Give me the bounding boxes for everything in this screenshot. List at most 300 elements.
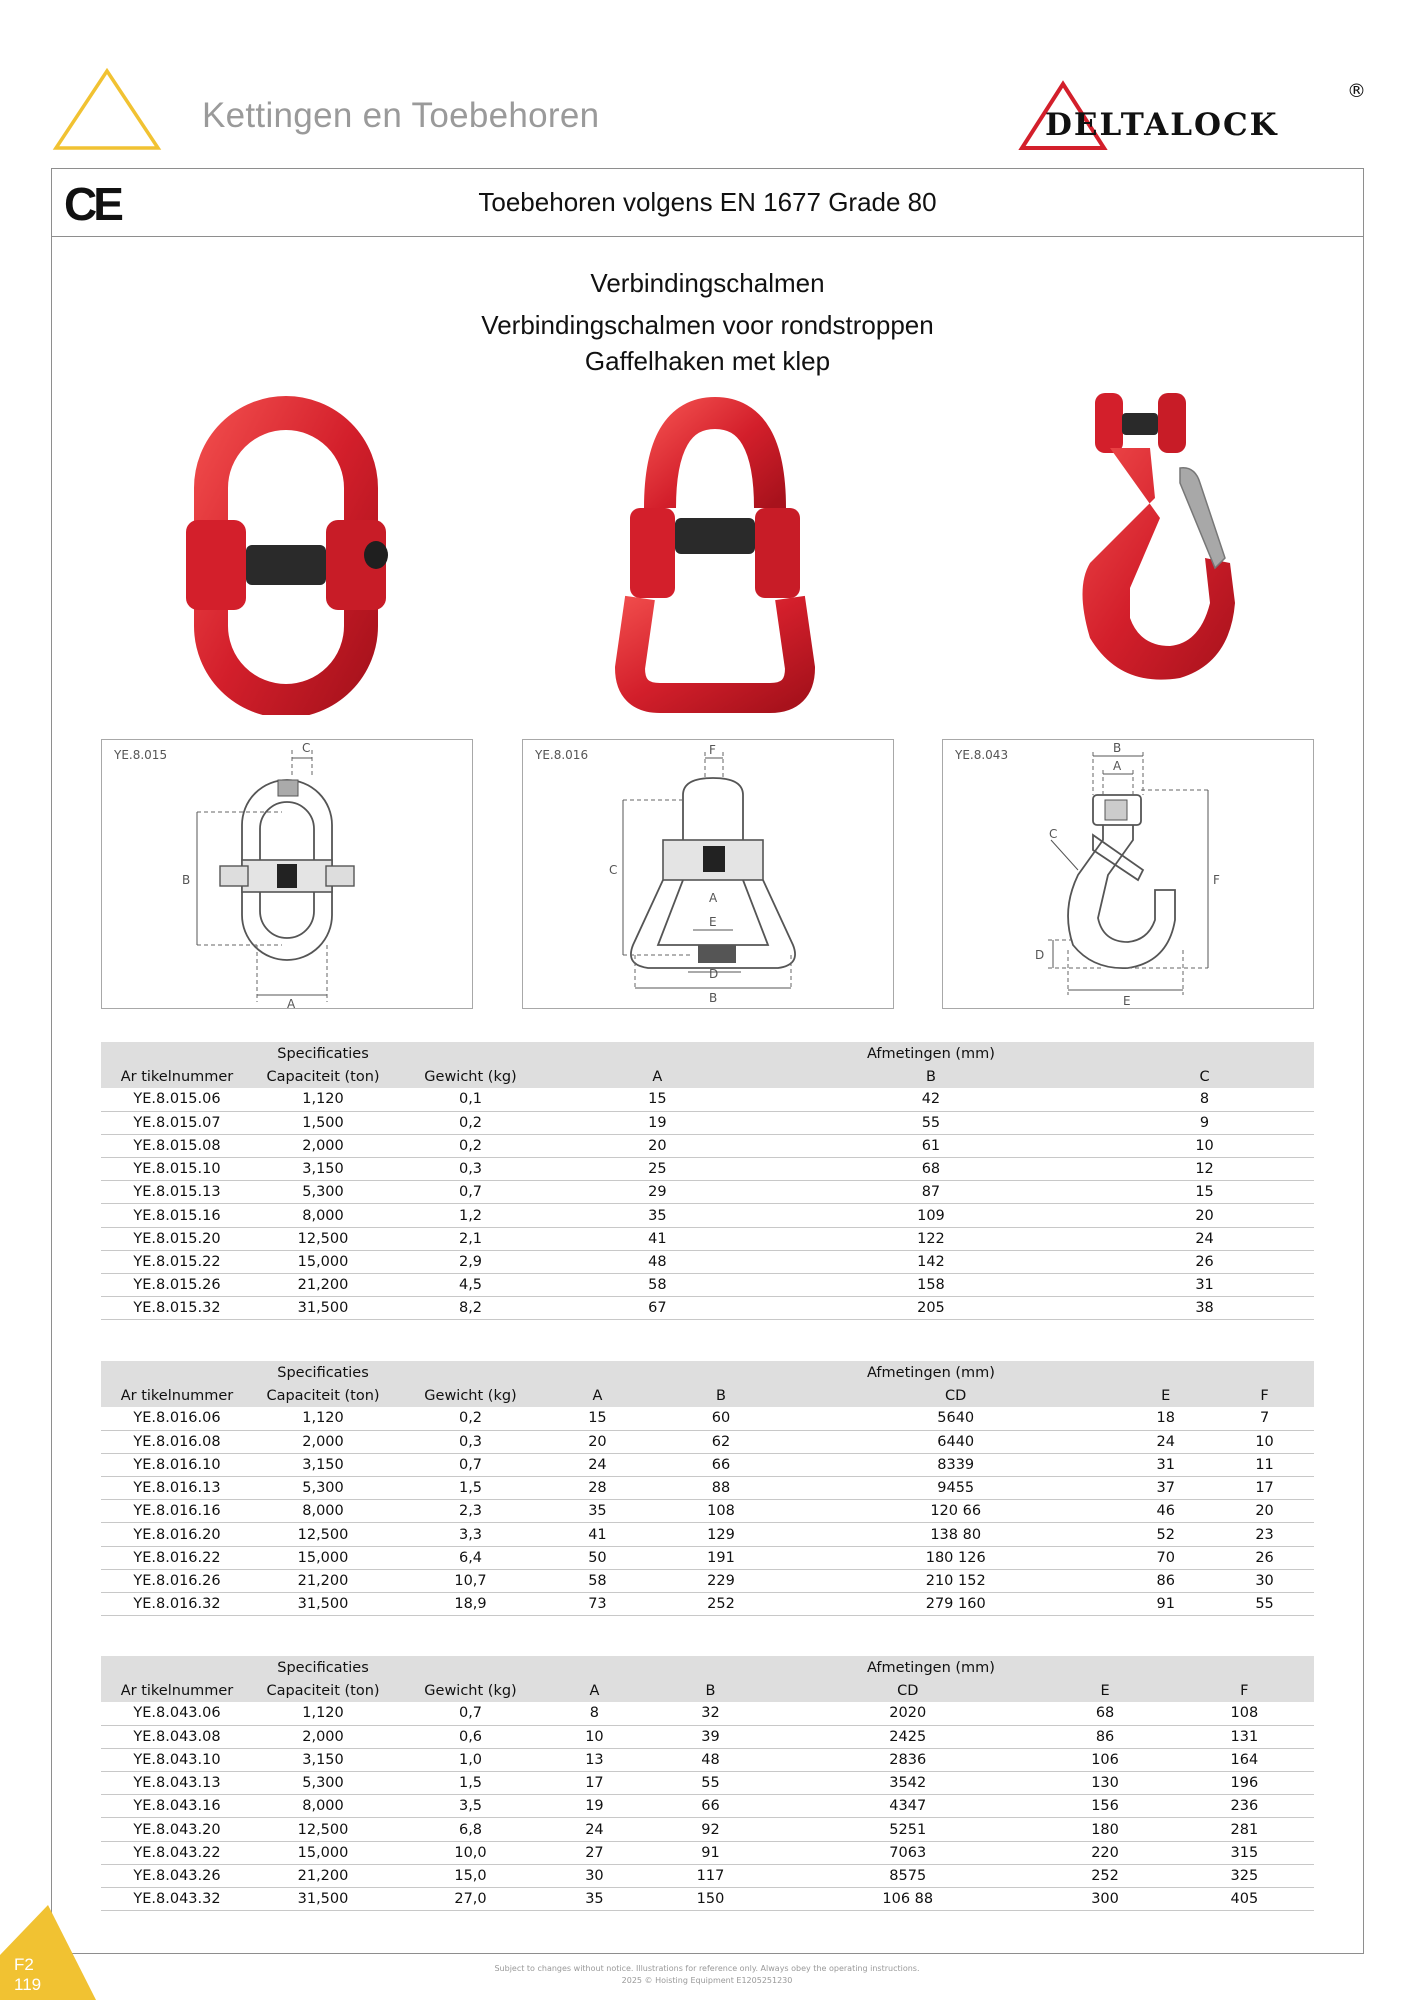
table-cell: 20 bbox=[548, 1430, 647, 1453]
table-row bbox=[101, 1407, 1314, 1430]
table-cell: 180 126 bbox=[795, 1546, 1116, 1569]
svg-text:B: B bbox=[709, 991, 718, 1005]
table-cell: 2,000 bbox=[253, 1134, 393, 1157]
table-cell: 1,120 bbox=[253, 1407, 393, 1430]
table-cell: 91 bbox=[641, 1841, 780, 1864]
table-cell: 2,000 bbox=[253, 1430, 393, 1453]
table-cell: 58 bbox=[548, 1569, 647, 1592]
table-cell: 68 bbox=[767, 1158, 1095, 1181]
table-cell: 6440 bbox=[795, 1430, 1116, 1453]
registered-mark: ® bbox=[1347, 80, 1366, 102]
table-cell: 41 bbox=[548, 1227, 767, 1250]
table-cell: 3,150 bbox=[253, 1158, 393, 1181]
table-row bbox=[101, 1546, 1314, 1569]
table-cell: 0,3 bbox=[393, 1158, 548, 1181]
table-row bbox=[101, 1111, 1314, 1134]
table-cell: 8339 bbox=[795, 1453, 1116, 1476]
table-cell: 252 bbox=[647, 1593, 795, 1616]
table-cell: YE.8.016.20 bbox=[101, 1523, 253, 1546]
spec-table-ye-8-015 bbox=[101, 1042, 1314, 1320]
table-cell: 21,200 bbox=[253, 1274, 393, 1297]
table-cell: 0,2 bbox=[393, 1407, 548, 1430]
table-cell: 28 bbox=[548, 1477, 647, 1500]
table-cell: 55 bbox=[641, 1772, 780, 1795]
column-header: Ar tikelnummer bbox=[101, 1065, 253, 1088]
table-cell: 0,7 bbox=[393, 1702, 548, 1725]
table-cell: 92 bbox=[641, 1818, 780, 1841]
table-row bbox=[101, 1593, 1314, 1616]
table-cell: 17 bbox=[548, 1772, 641, 1795]
table-cell: 31,500 bbox=[253, 1297, 393, 1320]
column-header: Capaciteit (ton) bbox=[253, 1384, 393, 1407]
table-cell: 31 bbox=[1095, 1274, 1314, 1297]
table-cell: YE.8.043.16 bbox=[101, 1795, 253, 1818]
column-header: CD bbox=[780, 1679, 1035, 1702]
table-cell: YE.8.016.08 bbox=[101, 1430, 253, 1453]
table-cell: 3,150 bbox=[253, 1748, 393, 1771]
table-row bbox=[101, 1702, 1314, 1725]
table-cell: 4347 bbox=[780, 1795, 1035, 1818]
table-cell: 1,2 bbox=[393, 1204, 548, 1227]
table-row bbox=[101, 1748, 1314, 1771]
table-cell: 2,3 bbox=[393, 1500, 548, 1523]
svg-text:E: E bbox=[709, 915, 717, 929]
spec-table-ye-8-016 bbox=[101, 1361, 1314, 1616]
table-cell: 5,300 bbox=[253, 1181, 393, 1204]
subtitle-1: Verbindingschalmen bbox=[590, 268, 825, 298]
group-header-specs: Specificaties bbox=[253, 1656, 393, 1679]
table-cell: YE.8.016.13 bbox=[101, 1477, 253, 1500]
table-cell: 12 bbox=[1095, 1158, 1314, 1181]
table-row bbox=[101, 1250, 1314, 1273]
ce-mark-icon: CE bbox=[64, 178, 120, 230]
table-cell: 88 bbox=[647, 1477, 795, 1500]
table-cell: 21,200 bbox=[253, 1864, 393, 1887]
table-cell: 29 bbox=[548, 1181, 767, 1204]
page-section: F2 bbox=[14, 1955, 34, 1974]
footer-line-1: Subject to changes without notice. Illustrations for reference only. Always obey the operating instructions. bbox=[494, 1964, 920, 1973]
table-cell: 130 bbox=[1035, 1772, 1174, 1795]
table-cell: 117 bbox=[641, 1864, 780, 1887]
table-cell: 31 bbox=[1116, 1453, 1215, 1476]
table-cell: 10 bbox=[548, 1725, 641, 1748]
table-cell: 4,5 bbox=[393, 1274, 548, 1297]
table-cell: 41 bbox=[548, 1523, 647, 1546]
table-cell: YE.8.016.22 bbox=[101, 1546, 253, 1569]
table-cell: 30 bbox=[548, 1864, 641, 1887]
table-cell: 2425 bbox=[780, 1725, 1035, 1748]
column-header: Ar tikelnummer bbox=[101, 1384, 253, 1407]
table-cell: 61 bbox=[767, 1134, 1095, 1157]
product-subtitles bbox=[52, 265, 1363, 379]
svg-text:C: C bbox=[609, 863, 618, 877]
svg-text:C: C bbox=[302, 741, 311, 755]
table-cell: 1,120 bbox=[253, 1702, 393, 1725]
table-cell: 32 bbox=[641, 1702, 780, 1725]
table-cell: YE.8.015.08 bbox=[101, 1134, 253, 1157]
table-cell: 2,000 bbox=[253, 1725, 393, 1748]
table-cell: 220 bbox=[1035, 1841, 1174, 1864]
table-cell: 24 bbox=[548, 1453, 647, 1476]
frame-header bbox=[52, 169, 1363, 237]
table-cell: 10,7 bbox=[393, 1569, 548, 1592]
table-cell: 8,000 bbox=[253, 1500, 393, 1523]
table-cell: 68 bbox=[1035, 1702, 1174, 1725]
table-cell: 58 bbox=[548, 1274, 767, 1297]
table-cell: 20 bbox=[548, 1134, 767, 1157]
table-cell: YE.8.015.07 bbox=[101, 1111, 253, 1134]
table-row bbox=[101, 1297, 1314, 1320]
table-cell: 109 bbox=[767, 1204, 1095, 1227]
table-cell: YE.8.015.26 bbox=[101, 1274, 253, 1297]
table-cell: 15 bbox=[1095, 1181, 1314, 1204]
table-cell: 3,150 bbox=[253, 1453, 393, 1476]
table-cell: 164 bbox=[1175, 1748, 1314, 1771]
table-cell: 229 bbox=[647, 1569, 795, 1592]
column-header: Gewicht (kg) bbox=[393, 1679, 548, 1702]
table-cell: 30 bbox=[1215, 1569, 1314, 1592]
column-header: B bbox=[641, 1679, 780, 1702]
column-header: Capaciteit (ton) bbox=[253, 1679, 393, 1702]
svg-text:A: A bbox=[709, 891, 718, 905]
table-cell: 131 bbox=[1175, 1725, 1314, 1748]
table-cell: 0,7 bbox=[393, 1181, 548, 1204]
table-cell: 236 bbox=[1175, 1795, 1314, 1818]
table-cell: 18 bbox=[1116, 1407, 1215, 1430]
column-header: C bbox=[1095, 1065, 1314, 1088]
deltalock-logo bbox=[1018, 80, 1368, 152]
table-cell: 108 bbox=[647, 1500, 795, 1523]
table-cell: 15,000 bbox=[253, 1250, 393, 1273]
table-cell: 55 bbox=[1215, 1593, 1314, 1616]
table-cell: 1,5 bbox=[393, 1477, 548, 1500]
table-cell: 50 bbox=[548, 1546, 647, 1569]
group-header-specs: Specificaties bbox=[253, 1361, 393, 1384]
table-cell: YE.8.043.22 bbox=[101, 1841, 253, 1864]
table-cell: YE.8.016.10 bbox=[101, 1453, 253, 1476]
table-cell: YE.8.016.16 bbox=[101, 1500, 253, 1523]
table-cell: 325 bbox=[1175, 1864, 1314, 1887]
table-cell: 106 88 bbox=[780, 1888, 1035, 1911]
table-row bbox=[101, 1795, 1314, 1818]
table-cell: 91 bbox=[1116, 1593, 1215, 1616]
column-header: A bbox=[548, 1384, 647, 1407]
table-row bbox=[101, 1181, 1314, 1204]
table-cell: 35 bbox=[548, 1888, 641, 1911]
table-cell: 67 bbox=[548, 1297, 767, 1320]
column-header: Capaciteit (ton) bbox=[253, 1065, 393, 1088]
table-cell: 2,9 bbox=[393, 1250, 548, 1273]
table-row bbox=[101, 1818, 1314, 1841]
column-header: Ar tikelnummer bbox=[101, 1679, 253, 1702]
table-cell: 315 bbox=[1175, 1841, 1314, 1864]
table-cell: YE.8.015.10 bbox=[101, 1158, 253, 1181]
table-cell: 37 bbox=[1116, 1477, 1215, 1500]
table-cell: 6,4 bbox=[393, 1546, 548, 1569]
table-cell: 15,000 bbox=[253, 1841, 393, 1864]
table-cell: 281 bbox=[1175, 1818, 1314, 1841]
table-row bbox=[101, 1500, 1314, 1523]
table-cell: 62 bbox=[647, 1430, 795, 1453]
table-cell: YE.8.043.32 bbox=[101, 1888, 253, 1911]
table-cell: 196 bbox=[1175, 1772, 1314, 1795]
svg-text:C: C bbox=[1049, 827, 1058, 841]
column-header: E bbox=[1035, 1679, 1174, 1702]
svg-text:E: E bbox=[1123, 994, 1131, 1008]
table-cell: 35 bbox=[548, 1204, 767, 1227]
table-cell: 42 bbox=[767, 1088, 1095, 1111]
table-row bbox=[101, 1453, 1314, 1476]
table-cell: 15 bbox=[548, 1088, 767, 1111]
table-cell: YE.8.043.08 bbox=[101, 1725, 253, 1748]
section-title: Kettingen en Toebehoren bbox=[202, 96, 600, 135]
table-cell: 20 bbox=[1095, 1204, 1314, 1227]
table-cell: 66 bbox=[647, 1453, 795, 1476]
table-row bbox=[101, 1134, 1314, 1157]
table-cell: 405 bbox=[1175, 1888, 1314, 1911]
table-row bbox=[101, 1523, 1314, 1546]
table-cell: 0,2 bbox=[393, 1134, 548, 1157]
table-cell: 26 bbox=[1215, 1546, 1314, 1569]
table-cell: YE.8.015.20 bbox=[101, 1227, 253, 1250]
table-cell: YE.8.043.26 bbox=[101, 1864, 253, 1887]
table-cell: 8 bbox=[548, 1702, 641, 1725]
table-row bbox=[101, 1864, 1314, 1887]
table-cell: 15,0 bbox=[393, 1864, 548, 1887]
table-row bbox=[101, 1725, 1314, 1748]
table-row bbox=[101, 1430, 1314, 1453]
svg-text:B: B bbox=[1113, 741, 1122, 755]
table-cell: YE.8.043.13 bbox=[101, 1772, 253, 1795]
table-cell: 0,6 bbox=[393, 1725, 548, 1748]
table-cell: 1,5 bbox=[393, 1772, 548, 1795]
table-cell: 27,0 bbox=[393, 1888, 548, 1911]
table-cell: 7063 bbox=[780, 1841, 1035, 1864]
table-cell: 27 bbox=[548, 1841, 641, 1864]
table-cell: 46 bbox=[1116, 1500, 1215, 1523]
table-cell: 86 bbox=[1035, 1725, 1174, 1748]
table-cell: 70 bbox=[1116, 1546, 1215, 1569]
table-cell: 48 bbox=[548, 1250, 767, 1273]
table-cell: 12,500 bbox=[253, 1227, 393, 1250]
table-cell: YE.8.015.06 bbox=[101, 1088, 253, 1111]
column-header: F bbox=[1215, 1384, 1314, 1407]
table-cell: 87 bbox=[767, 1181, 1095, 1204]
spec-table-ye-8-043 bbox=[101, 1656, 1314, 1911]
table-cell: 180 bbox=[1035, 1818, 1174, 1841]
table-cell: 2020 bbox=[780, 1702, 1035, 1725]
table-cell: 6,8 bbox=[393, 1818, 548, 1841]
group-header-dimensions: Afmetingen (mm) bbox=[548, 1361, 1314, 1384]
round-sling-link-photo bbox=[600, 388, 830, 718]
header-triangle-icon bbox=[52, 68, 162, 152]
table-cell: 66 bbox=[641, 1795, 780, 1818]
drawing-code: YE.8.015 bbox=[114, 748, 168, 762]
table-cell: 48 bbox=[641, 1748, 780, 1771]
table-cell: YE.8.015.22 bbox=[101, 1250, 253, 1273]
table-cell: 23 bbox=[1215, 1523, 1314, 1546]
table-cell: 300 bbox=[1035, 1888, 1174, 1911]
table-row bbox=[101, 1158, 1314, 1181]
table-cell: 106 bbox=[1035, 1748, 1174, 1771]
group-header-dimensions: Afmetingen (mm) bbox=[548, 1042, 1314, 1065]
table-cell: YE.8.043.10 bbox=[101, 1748, 253, 1771]
table-cell: 0,2 bbox=[393, 1111, 548, 1134]
table-cell: 150 bbox=[641, 1888, 780, 1911]
table-cell: 156 bbox=[1035, 1795, 1174, 1818]
table-cell: 0,3 bbox=[393, 1430, 548, 1453]
table-cell: 24 bbox=[1095, 1227, 1314, 1250]
table-cell: 24 bbox=[1116, 1430, 1215, 1453]
column-header: A bbox=[548, 1065, 767, 1088]
table-cell: 1,0 bbox=[393, 1748, 548, 1771]
drawing-code: YE.8.016 bbox=[535, 748, 589, 762]
table-row bbox=[101, 1772, 1314, 1795]
table-cell: YE.8.043.06 bbox=[101, 1702, 253, 1725]
column-header: F bbox=[1175, 1679, 1314, 1702]
svg-text:D: D bbox=[1035, 948, 1045, 962]
table-cell: 11 bbox=[1215, 1453, 1314, 1476]
table-cell: 31,500 bbox=[253, 1888, 393, 1911]
table-cell: 5,300 bbox=[253, 1477, 393, 1500]
footer-disclaimer bbox=[0, 1963, 1414, 1987]
table-cell: 10 bbox=[1095, 1134, 1314, 1157]
column-header: B bbox=[647, 1384, 795, 1407]
table-cell: 8 bbox=[1095, 1088, 1314, 1111]
table-cell: 15 bbox=[548, 1407, 647, 1430]
table-cell: 86 bbox=[1116, 1569, 1215, 1592]
table-row bbox=[101, 1477, 1314, 1500]
table-cell: YE.8.043.20 bbox=[101, 1818, 253, 1841]
table-cell: 3542 bbox=[780, 1772, 1035, 1795]
svg-text:F: F bbox=[709, 743, 716, 757]
table-cell: 39 bbox=[641, 1725, 780, 1748]
table-cell: 138 80 bbox=[795, 1523, 1116, 1546]
table-cell: 3,3 bbox=[393, 1523, 548, 1546]
table-cell: 8,000 bbox=[253, 1204, 393, 1227]
table-row bbox=[101, 1569, 1314, 1592]
table-cell: YE.8.016.26 bbox=[101, 1569, 253, 1592]
table-cell: 8575 bbox=[780, 1864, 1035, 1887]
footer-line-2: 2025 © Hoisting Equipment E1205251230 bbox=[621, 1976, 793, 1985]
table-cell: 108 bbox=[1175, 1702, 1314, 1725]
table-cell: 120 66 bbox=[795, 1500, 1116, 1523]
clevis-sling-hook-photo bbox=[1030, 388, 1260, 718]
table-cell: 252 bbox=[1035, 1864, 1174, 1887]
svg-text:A: A bbox=[1113, 759, 1122, 773]
table-cell: 15,000 bbox=[253, 1546, 393, 1569]
table-cell: 9 bbox=[1095, 1111, 1314, 1134]
table-cell: 9455 bbox=[795, 1477, 1116, 1500]
table-cell: YE.8.015.32 bbox=[101, 1297, 253, 1320]
table-cell: 55 bbox=[767, 1111, 1095, 1134]
subtitle-3: Gaffelhaken met klep bbox=[584, 346, 831, 376]
table-cell: 122 bbox=[767, 1227, 1095, 1250]
table-cell: YE.8.016.06 bbox=[101, 1407, 253, 1430]
table-cell: 1,500 bbox=[253, 1111, 393, 1134]
svg-text:A: A bbox=[287, 997, 296, 1010]
table-cell: 7 bbox=[1215, 1407, 1314, 1430]
table-cell: YE.8.015.16 bbox=[101, 1204, 253, 1227]
drawing-connecting-link bbox=[101, 739, 473, 1009]
connecting-link-photo bbox=[176, 395, 406, 715]
table-cell: 2,1 bbox=[393, 1227, 548, 1250]
table-cell: 17 bbox=[1215, 1477, 1314, 1500]
table-cell: 191 bbox=[647, 1546, 795, 1569]
table-cell: 10,0 bbox=[393, 1841, 548, 1864]
table-cell: 158 bbox=[767, 1274, 1095, 1297]
table-cell: 52 bbox=[1116, 1523, 1215, 1546]
column-header: E bbox=[1116, 1384, 1215, 1407]
table-cell: 60 bbox=[647, 1407, 795, 1430]
drawing-round-sling-link bbox=[522, 739, 894, 1009]
table-cell: 20 bbox=[1215, 1500, 1314, 1523]
table-cell: 129 bbox=[647, 1523, 795, 1546]
svg-text:B: B bbox=[182, 873, 191, 887]
table-row bbox=[101, 1888, 1314, 1911]
table-cell: 142 bbox=[767, 1250, 1095, 1273]
table-cell: 3,5 bbox=[393, 1795, 548, 1818]
table-cell: 2836 bbox=[780, 1748, 1035, 1771]
table-cell: 13 bbox=[548, 1748, 641, 1771]
svg-text:D: D bbox=[709, 967, 719, 981]
column-header: Gewicht (kg) bbox=[393, 1384, 548, 1407]
group-header-dimensions: Afmetingen (mm) bbox=[548, 1656, 1314, 1679]
table-row bbox=[101, 1227, 1314, 1250]
table-cell: 5,300 bbox=[253, 1772, 393, 1795]
table-cell: 25 bbox=[548, 1158, 767, 1181]
table-cell: 5640 bbox=[795, 1407, 1116, 1430]
table-cell: YE.8.015.13 bbox=[101, 1181, 253, 1204]
table-cell: 10 bbox=[1215, 1430, 1314, 1453]
table-cell: 8,2 bbox=[393, 1297, 548, 1320]
table-cell: 19 bbox=[548, 1111, 767, 1134]
table-cell: 8,000 bbox=[253, 1795, 393, 1818]
table-cell: 12,500 bbox=[253, 1523, 393, 1546]
column-header: CD bbox=[795, 1384, 1116, 1407]
standard-title: Toebehoren volgens EN 1677 Grade 80 bbox=[478, 187, 937, 217]
logo-text: DELTALOCK bbox=[1045, 107, 1279, 143]
drawing-clevis-sling-hook bbox=[942, 739, 1314, 1009]
table-cell: 19 bbox=[548, 1795, 641, 1818]
table-cell: 0,7 bbox=[393, 1453, 548, 1476]
table-cell: 35 bbox=[548, 1500, 647, 1523]
table-cell: 279 160 bbox=[795, 1593, 1116, 1616]
table-cell: 21,200 bbox=[253, 1569, 393, 1592]
drawing-code: YE.8.043 bbox=[955, 748, 1009, 762]
table-row bbox=[101, 1204, 1314, 1227]
table-row bbox=[101, 1841, 1314, 1864]
table-cell: 31,500 bbox=[253, 1593, 393, 1616]
table-cell: 5251 bbox=[780, 1818, 1035, 1841]
table-row bbox=[101, 1274, 1314, 1297]
table-cell: 210 152 bbox=[795, 1569, 1116, 1592]
table-cell: 26 bbox=[1095, 1250, 1314, 1273]
column-header: B bbox=[767, 1065, 1095, 1088]
table-cell: 18,9 bbox=[393, 1593, 548, 1616]
svg-text:F: F bbox=[1213, 873, 1220, 887]
group-header-specs: Specificaties bbox=[253, 1042, 393, 1065]
table-cell: YE.8.016.32 bbox=[101, 1593, 253, 1616]
table-cell: 38 bbox=[1095, 1297, 1314, 1320]
page-index: 119 bbox=[14, 1975, 42, 1994]
table-cell: 205 bbox=[767, 1297, 1095, 1320]
table-cell: 0,1 bbox=[393, 1088, 548, 1111]
subtitle-2: Verbindingschalmen voor rondstroppen bbox=[481, 310, 934, 340]
table-cell: 73 bbox=[548, 1593, 647, 1616]
column-header: A bbox=[548, 1679, 641, 1702]
column-header: Gewicht (kg) bbox=[393, 1065, 548, 1088]
